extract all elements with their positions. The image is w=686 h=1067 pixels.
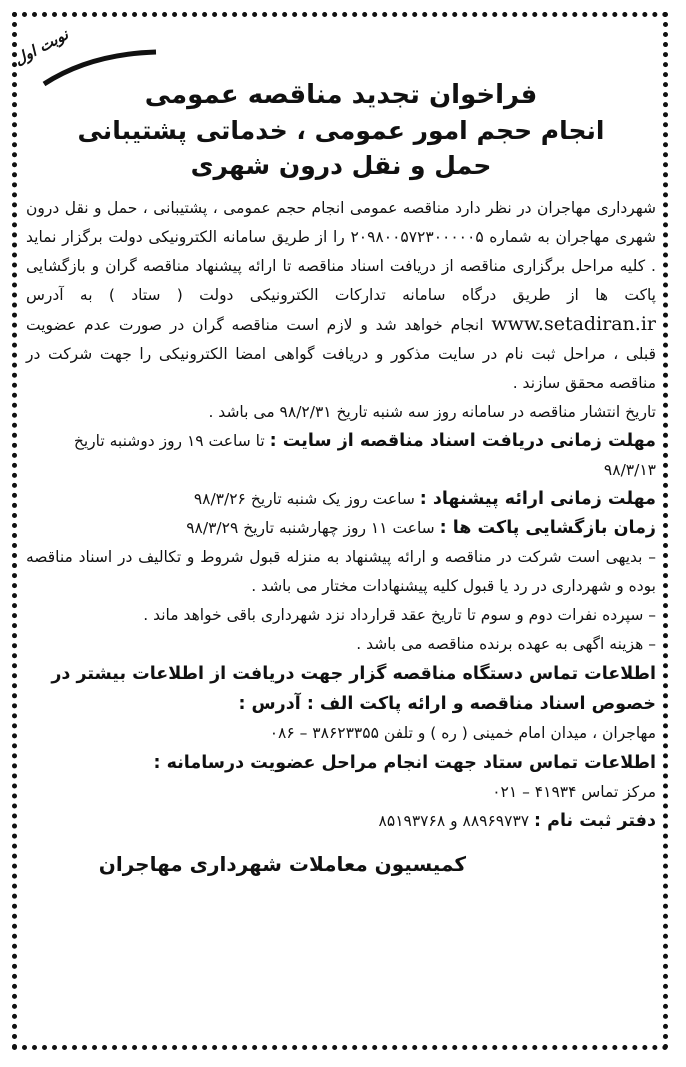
contact-heading: اطلاعات تماس دستگاه مناقصه گزار جهت دریافت از اطلاعات بیشتر در خصوص اسناد مناقصه و ارائه پاکت الف : آدرس : <box>51 664 656 714</box>
offer-deadline-label: مهلت زمانی ارائه پیشنهاد : <box>419 489 656 509</box>
intro-continued: انجام خواهد شد و لازم است مناقصه گران در صورت عدم عضویت قبلی ، مراحل ثبت نام در سایت مذکور و دریافت گواهی امضا الکترونیکی را جهت شرکت در مناقصه محقق سازند . <box>26 316 656 392</box>
opening-time-value: ساعت ۱۱ روز چهارشنبه تاریخ ۹۸/۳/۲۹ <box>186 519 435 537</box>
registry-label: دفتر ثبت نام : <box>534 811 656 831</box>
docs-deadline-value: تا ساعت ۱۹ روز دوشنبه تاریخ ۹۸/۳/۱۳ <box>73 432 656 479</box>
notice-content <box>26 26 656 1036</box>
setad-call-center: مرکز تماس ۴۱۹۳۴ – ۰۲۱ <box>492 783 656 801</box>
note-1: – بدیهی است شرکت در مناقصه و ارائه پیشنهاد به منزله قبول شروط و تکالیف در اسناد مناقصه بوده و شهرداری در رد یا قبول کلیه پیشنهادات مختار می باشد . <box>26 548 656 595</box>
docs-deadline-label: مهلت زمانی دریافت اسناد مناقصه از سایت : <box>269 431 656 451</box>
docs-deadline <box>26 427 656 485</box>
publish-date: تاریخ انتشار مناقصه در سامانه روز سه شنبه تاریخ ۹۸/۲/۳۱ می باشد . <box>208 403 656 421</box>
offer-deadline-value: ساعت روز یک شنبه تاریخ ۹۸/۳/۲۶ <box>193 490 415 508</box>
signature: کمیسیون معاملات شهرداری مهاجران <box>98 852 466 876</box>
offer-deadline <box>26 485 656 514</box>
intro-text: شهرداری مهاجران در نظر دارد مناقصه عمومی انجام حجم عمومی ، پشتیبانی ، حمل و نقل درون شهری مهاجران به شماره ۲۰۹۸۰۰۵۷۲۳۰۰۰۰۰۵ را از طریق سامانه الکترونیکی دولت برگزار نماید . کلیه مراحل برگزاری مناقصه از دریافت اسناد مناقصه تا ارائه پیشنهاد مناقصه گران و بازگشایی پاکت ها از طریق درگاه سامانه تدارکات الکترونیکی دولت ( ستاد ) به آدرس <box>26 199 656 304</box>
setad-heading: اطلاعات تماس ستاد جهت انجام مراحل عضویت درسامانه : <box>153 753 656 773</box>
registry-office <box>26 807 656 836</box>
opening-time <box>26 514 656 543</box>
title-line-1: فراخوان تجدید مناقصه عمومی <box>144 80 538 110</box>
title-line-2: انجام حجم امور عمومی ، خدماتی پشتیبانی <box>77 116 605 145</box>
contact-address: مهاجران ، میدان امام خمینی ( ره ) و تلفن ۳۸۶۲۳۳۵۵ – ۰۸۶ <box>269 724 656 742</box>
setad-url-link[interactable]: www.setadiran.ir <box>491 313 656 335</box>
registry-numbers: ۸۸۹۶۹۷۳۷ و ۸۵۱۹۳۷۶۸ <box>378 812 530 830</box>
title-line-3: حمل و نقل درون شهری <box>190 151 492 180</box>
note-2: – سپرده نفرات دوم و سوم تا تاریخ عقد قرارداد نزد شهرداری باقی خواهد ماند . <box>143 606 656 624</box>
publication-stamp: نوبت اول <box>11 25 72 69</box>
note-3: – هزینه اگهی به عهده برنده مناقصه می باشد . <box>356 635 656 653</box>
intro-paragraph <box>26 194 656 398</box>
opening-time-label: زمان بازگشایی پاکت ها : <box>439 518 656 538</box>
